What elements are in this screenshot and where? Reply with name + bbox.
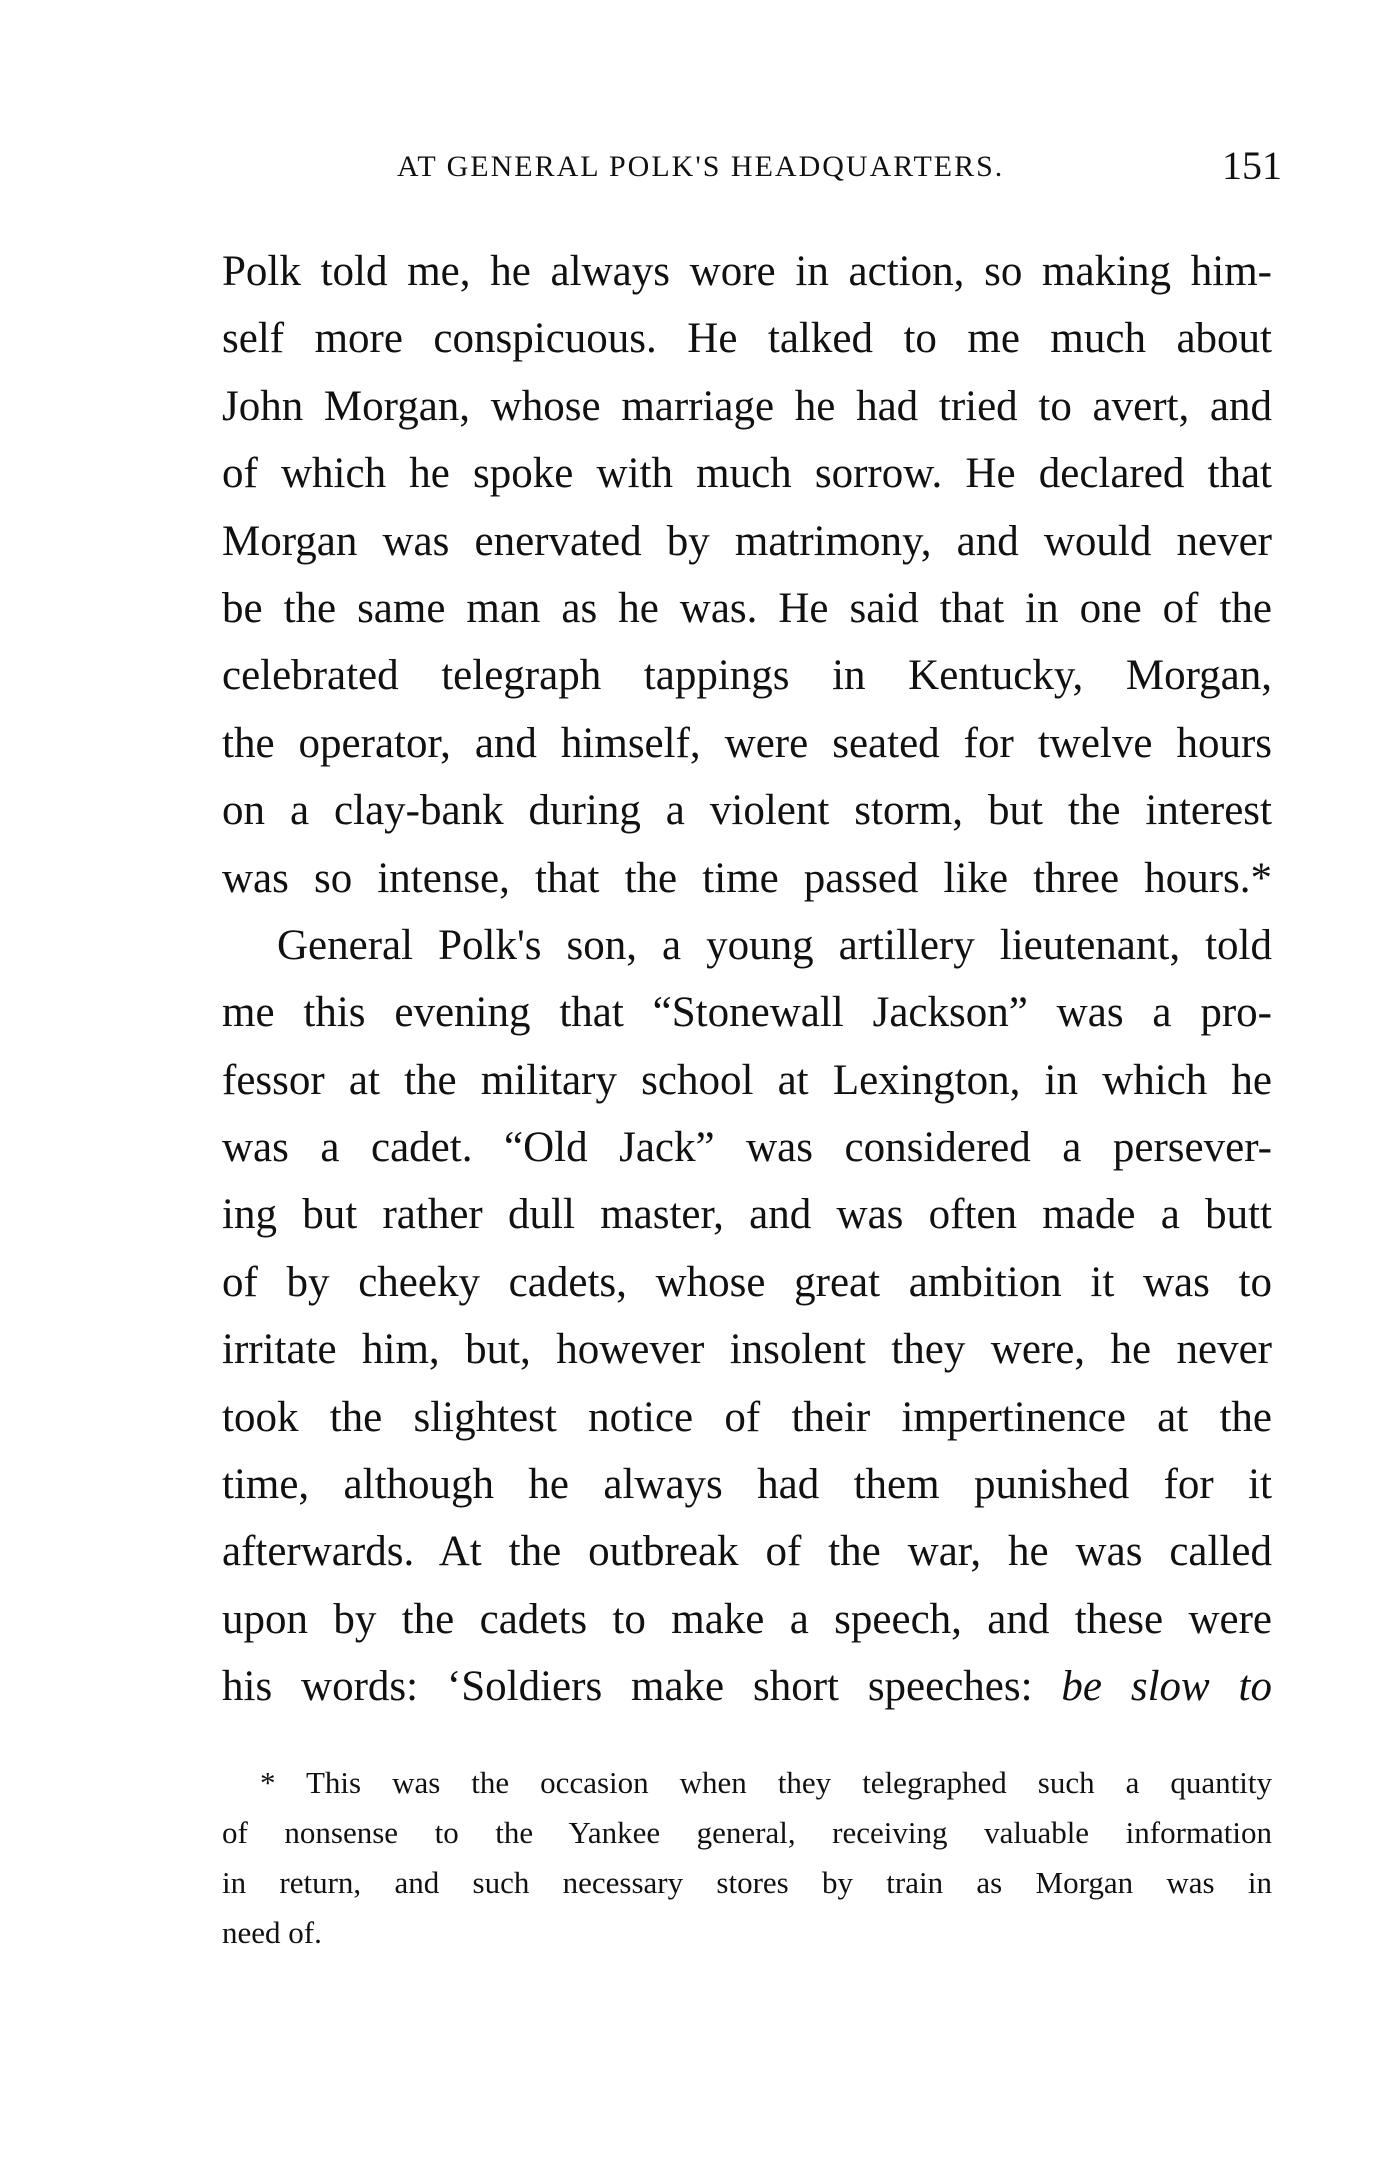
body-text: [222, 238, 1272, 1721]
text-line: irritate him, but, however insolent they were, he never: [222, 1326, 1272, 1374]
page-number: 151: [1222, 143, 1282, 188]
text-line: was so intense, that the time passed like three hours.*: [222, 854, 1272, 902]
text-line: celebrated telegraph tappings in Kentucky, Morgan,: [222, 652, 1272, 700]
text-line: General Polk's son, a young artillery lieutenant, told: [277, 921, 1272, 969]
text-line: me this evening that “Stonewall Jackson” was a pro-: [222, 989, 1272, 1037]
footnote-line: * This was the occasion when they telegraphed such a quantity: [260, 1765, 1272, 1800]
footnote-line: need of.: [222, 1915, 322, 1950]
text-line: self more conspicuous. He talked to me much about: [222, 315, 1272, 363]
text-line: be the same man as he was. He said that in one of the: [222, 584, 1272, 632]
text-line: the operator, and himself, were seated for twelve hours: [222, 719, 1272, 767]
text-line: on a clay-bank during a violent storm, but the interest: [222, 787, 1272, 835]
text-line-final: [222, 1653, 1272, 1720]
running-head: AT GENERAL POLK'S HEADQUARTERS.: [397, 150, 1005, 183]
footnote-line: in return, and such necessary stores by train as Morgan was in: [222, 1865, 1272, 1900]
text-line: Polk told me, he always wore in action, so making him-: [222, 248, 1272, 295]
text-line: of by cheeky cadets, whose great ambition it was to: [222, 1258, 1272, 1306]
text-line: fessor at the military school at Lexington, in which he: [222, 1056, 1272, 1104]
text-line: Morgan was enervated by matrimony, and would never: [222, 517, 1272, 565]
text-line: ing but rather dull master, and was often made a butt: [222, 1191, 1272, 1239]
text-line: upon by the cadets to make a speech, and these were: [222, 1595, 1272, 1643]
text-line: afterwards. At the outbreak of the war, he was called: [222, 1528, 1272, 1576]
page-header: [222, 138, 1282, 198]
text-line: was a cadet. “Old Jack” was considered a persever-: [222, 1124, 1272, 1172]
footnote: [222, 1758, 1272, 1958]
text-line-final-plain: his words: ‘Soldiers make short speeches:: [222, 1663, 1062, 1711]
text-line-final-italic: be slow to: [1061, 1663, 1272, 1711]
text-line: time, although he always had them punished for it: [222, 1461, 1272, 1509]
text-line: of which he spoke with much sorrow. He declared that: [222, 450, 1272, 498]
footnote-line: of nonsense to the Yankee general, receiving valuable information: [222, 1815, 1272, 1850]
text-line: took the slightest notice of their impertinence at the: [222, 1393, 1272, 1441]
text-line: John Morgan, whose marriage he had tried to avert, and: [222, 382, 1272, 430]
